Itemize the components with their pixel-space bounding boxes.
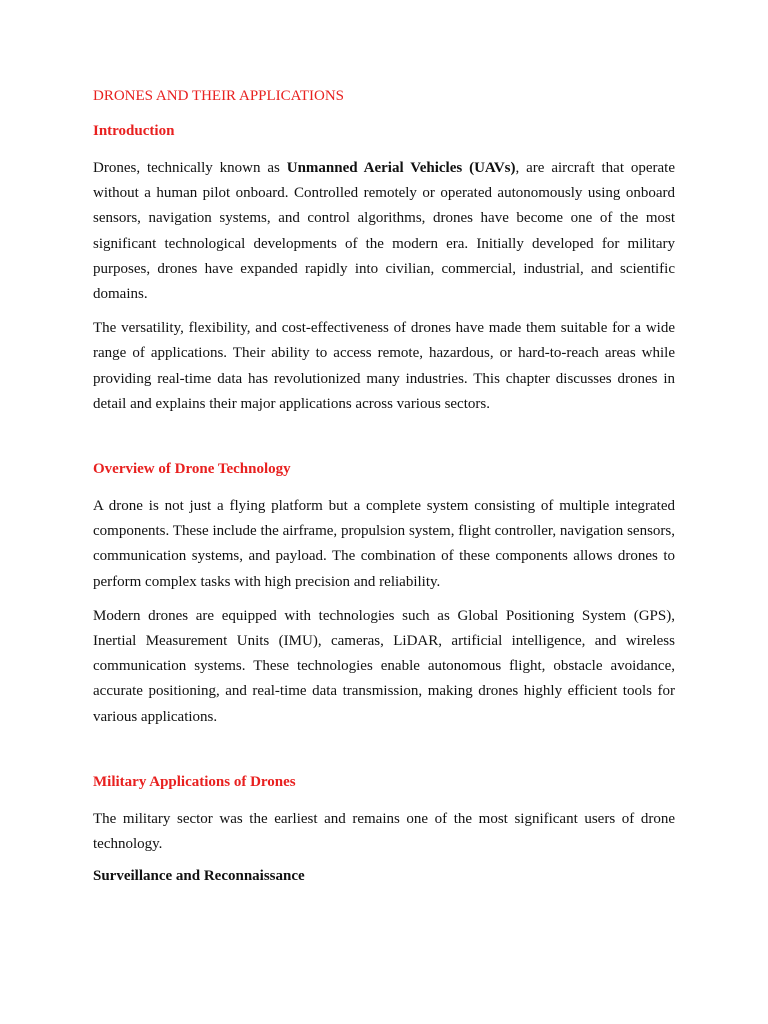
section-spacer [93,426,675,459]
paragraph-text: Drones, technically known as [93,160,287,176]
bold-term-uavs: Unmanned Aerial Vehicles (UAVs) [286,160,516,176]
paragraph-intro-1 [93,156,675,307]
section-overview [93,459,675,730]
section-introduction [93,121,675,417]
paragraph-intro-2: The versatility, flexibility, and cost-effectiveness of drones have made them suitable for a wide range of applications. Their ability to access remote, hazardous, or hard-to-reach areas while providing real-time data has revolutionized many industries. This chapter discusses drones in detail and explains their major applications across various sectors. [93,320,675,412]
section-heading-overview: Overview of Drone Technology [93,461,291,478]
subheading-surveillance: Surveillance and Reconnaissance [93,868,305,885]
section-heading-military: Military Applications of Drones [93,773,296,790]
section-heading-introduction: Introduction [93,123,175,139]
section-spacer [93,739,675,772]
paragraph-overview-2: Modern drones are equipped with technologies such as Global Positioning System (GPS), Inertial Measurement Units (IMU), cameras, LiDAR, artificial intelligence, and wireless communication systems. These technologies enable autonomous flight, obstacle avoidance, accurate positioning, and real-time data transmission, making drones highly efficient tools for various applications. [93,607,675,725]
document-page [93,86,675,886]
paragraph-military-1: The military sector was the earliest and remains one of the most significant users of drone technology. [93,810,675,853]
document-title: DRONES AND THEIR APPLICATIONS [93,88,345,104]
paragraph-text: , are aircraft that operate without a human pilot onboard. Controlled remotely or operated autonomously using onboard sensors, navigation systems, and control algorithms, drones have become one of the most significant technological developments of the modern era. Initially developed for military purposes, drones have expanded rapidly into civilian, commercial, industrial, and scientific domains. [93,160,676,303]
section-military [93,772,675,886]
paragraph-overview-1: A drone is not just a flying platform but a complete system consisting of multiple integrated components. These include the airframe, propulsion system, flight controller, navigation sensors, communication systems, and payload. The combination of these components allows drones to perform complex tasks with high precision and reliability. [93,498,675,590]
